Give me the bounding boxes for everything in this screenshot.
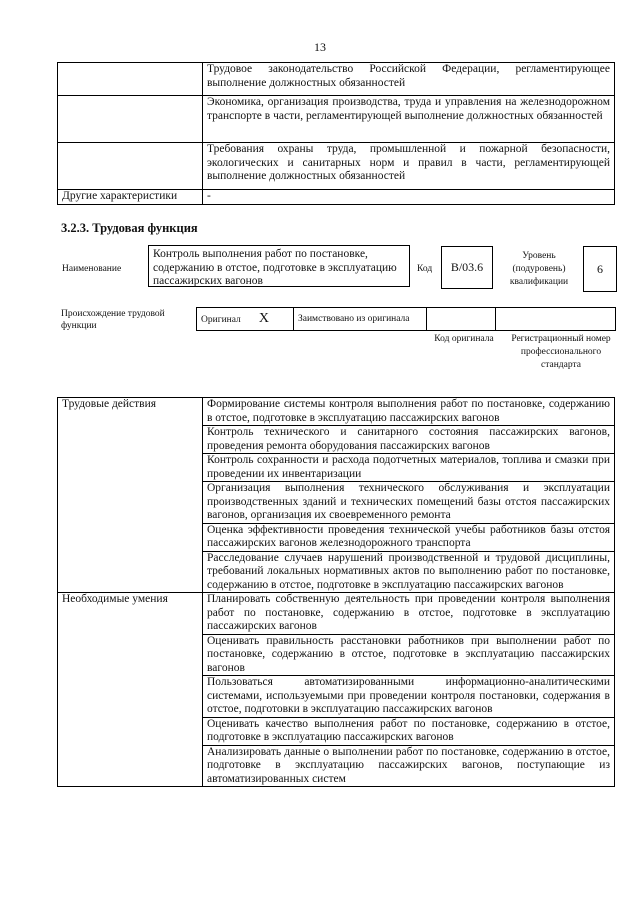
- row-label: Другие характеристики: [58, 190, 203, 205]
- group-label: Необходимые умения: [58, 593, 203, 787]
- list-item: Расследование случаев нарушений производственной и трудовой дисциплины, требований локальных нормативных актов по выполнению работ по постановке, содержанию в отстое, подготовке в эксплуатацию пассажирских вагонов: [203, 551, 615, 593]
- row-text: Требования охраны труда, промышленной и пожарной безопасности, экологических и санитарных норм и правил в части, регламентирующей выполнение должностных обязанностей: [203, 143, 615, 190]
- group-label: Трудовые действия: [58, 398, 203, 593]
- name-label: Наименование: [62, 264, 122, 274]
- list-item: Анализировать данные о выполнении работ по постановке, содержанию в отстое, подготовке в эксплуатацию пассажирских вагонов, поступающие из автоматизированных систем: [203, 745, 615, 787]
- list-item: Оценивать качество выполнения работ по постановке, содержанию в отстое, подготовке в эксплуатацию пассажирских вагонов: [203, 717, 615, 745]
- table-row: [58, 190, 615, 205]
- row-label: [58, 96, 203, 143]
- original-cell: [197, 308, 294, 331]
- page-number: 13: [314, 40, 326, 54]
- code-original-cell: [427, 308, 496, 331]
- code-value: B/03.6: [441, 246, 493, 289]
- list-item: Формирование системы контроля выполнения работ по постановке, содержанию в отстое, подготовке в эксплуатацию пассажирских вагонов: [203, 398, 615, 426]
- list-item: Планировать собственную деятельность при проведении контроля выполнения работ по постановке, содержанию в отстое, подготовке в эксплуатацию пассажирских вагонов: [203, 593, 615, 635]
- row-label: [58, 143, 203, 190]
- table-row: [58, 143, 615, 190]
- function-heading: 3.2.3. Трудовая функция: [61, 221, 198, 235]
- list-item: Оценивать правильность расстановки работников при выполнении работ по постановке, содержанию в отстое, подготовке в эксплуатацию пассажирских вагонов: [203, 634, 615, 676]
- table-row: [58, 96, 615, 143]
- borrowed-label: Заимствовано из оригинала: [294, 308, 427, 331]
- level-label: Уровень (подуровень) квалификации: [509, 251, 569, 287]
- original-mark: X: [258, 310, 269, 326]
- origin-table: [196, 307, 616, 331]
- list-item: Пользоваться автоматизированными информационно-аналитическими системами, используемыми при проведении контроля постановки, содержания в отстое, подготовки в эксплуатацию пассажирских вагонов: [203, 676, 615, 718]
- knowledge-table: [57, 62, 615, 205]
- code-label: Код: [417, 264, 433, 274]
- code-original-label: Код оригинала: [434, 334, 494, 344]
- row-label: [58, 63, 203, 96]
- list-item: Контроль технического и санитарного состояния пассажирских вагонов, проведения ремонта оборудования пассажирских вагонов: [203, 426, 615, 454]
- function-details-table: [57, 397, 615, 787]
- reg-number-cell: [496, 308, 616, 331]
- row-text: Экономика, организация производства, труда и управления на железнодорожном транспорте в части, регламентирующей выполнение должностных обязанностей: [203, 96, 615, 143]
- level-value: 6: [583, 246, 617, 292]
- list-item: Контроль сохранности и расхода подотчетных материалов, топлива и смазки при проведении их инвентаризации: [203, 454, 615, 482]
- origin-label: Происхождение трудовой функции: [61, 309, 165, 331]
- table-row: [197, 308, 616, 331]
- table-row: [58, 63, 615, 96]
- original-label: Оригинал: [201, 314, 241, 325]
- list-item: Оценка эффективности проведения технической учебы работников базы отстоя пассажирских вагонов железнодорожного транспорта: [203, 523, 615, 551]
- table-row: [58, 398, 615, 426]
- function-name: Контроль выполнения работ по постановке, содержанию в отстое, подготовке в эксплуатацию пассажирских вагонов: [148, 245, 410, 287]
- reg-number-label: Регистрационный номер профессионального стандарта: [511, 334, 611, 370]
- row-text: Трудовое законодательство Российской Федерации, регламентирующее выполнение должностных обязанностей: [203, 63, 615, 96]
- row-text: -: [203, 190, 615, 205]
- list-item: Организация выполнения технического обслуживания и эксплуатации производственных зданий и технических помещений базы отстоя пассажирских вагонов, организация их своевременного ремонта: [203, 482, 615, 524]
- table-row: [58, 593, 615, 635]
